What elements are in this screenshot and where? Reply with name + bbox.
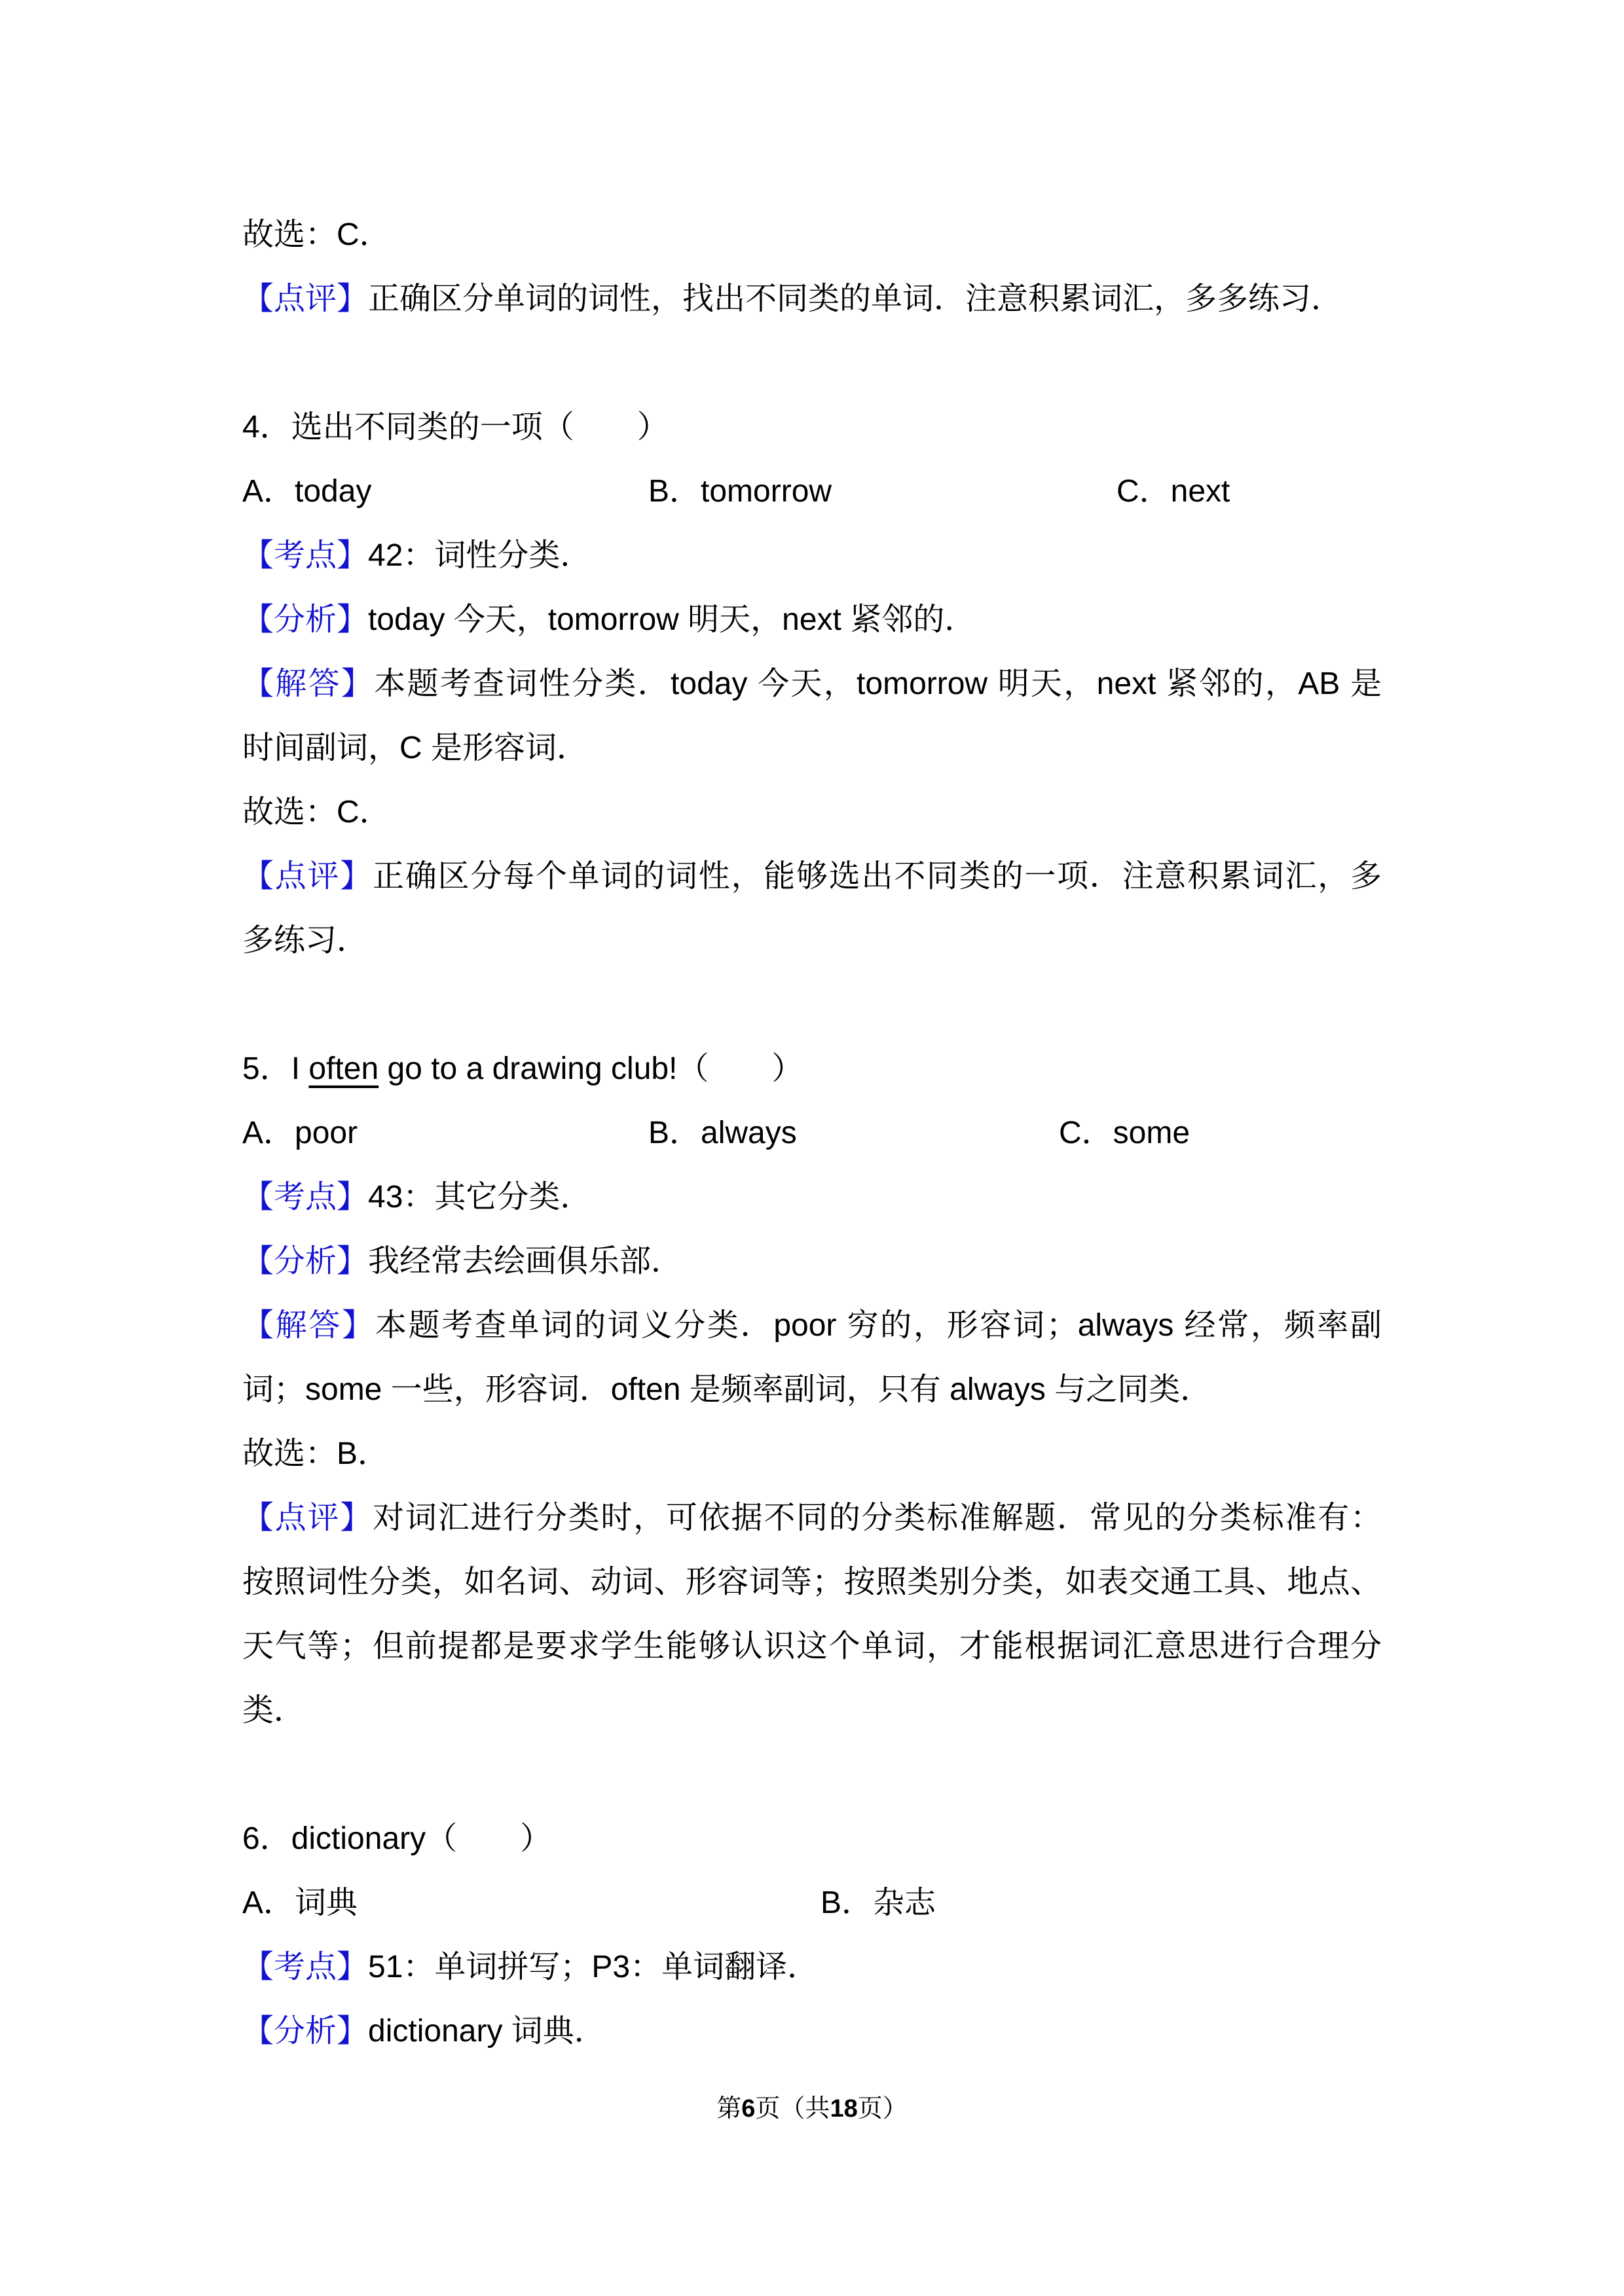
option-b: B．杂志 [821, 1886, 936, 1920]
question-4-kaodian-line [242, 524, 1382, 588]
underlined-word: often [308, 1051, 379, 1086]
dianping-label: 【点评】 [242, 859, 373, 894]
option-c: C．next [1116, 474, 1230, 509]
dianping-label: 【点评】 [242, 1501, 373, 1535]
kaodian-text: 42：词性分类． [368, 538, 592, 573]
question-5-dianping-line-1 [242, 1486, 1382, 1550]
dianping-text: 正确区分单词的词性，找出不同类的单词．注意积累词汇，多多练习． [368, 282, 1343, 316]
question-4-jieda-line-2: 时间副词，C 是形容词． [242, 731, 589, 765]
question-5-kaodian-line [242, 1165, 1382, 1230]
question-4-jieda-line-1 [242, 652, 1382, 716]
spacer [242, 331, 1382, 395]
jieda-text: 本题考查单词的词义分类．poor 穷的，形容词；always 经常，频率副 [375, 1308, 1382, 1343]
footer-suffix: 页） [857, 2095, 908, 2123]
fenxi-text: dictionary 词典． [368, 2014, 606, 2049]
fenxi-label: 【分析】 [242, 2014, 369, 2049]
question-5-options [242, 1101, 1382, 1165]
option-b: B．tomorrow [648, 474, 832, 509]
question-4-answer-line: 故选：C． [242, 795, 391, 829]
jieda-label: 【解答】 [242, 1308, 375, 1343]
question-5-answer-line: 故选：B． [242, 1436, 390, 1471]
document-body [242, 203, 1382, 2064]
question-6-options [242, 1871, 1382, 1935]
prev-answer-line: 故选：C． [242, 217, 391, 252]
question-6-kaodian-line [242, 1935, 1382, 1999]
kaodian-text: 51：单词拼写；P3：单词翻译． [368, 1950, 819, 1984]
dianping-text: 正确区分每个单词的词性，能够选出不同类的一项．注意积累词汇，多 [373, 859, 1382, 894]
fenxi-label: 【分析】 [242, 602, 369, 637]
dianping-label: 【点评】 [242, 282, 369, 316]
question-5-dianping-line-3: 天气等；但前提都是要求学生能够认识这个单词，才能根据词汇意思进行合理分 [242, 1629, 1382, 1664]
jieda-text: 本题考查词性分类．today 今天，tomorrow 明天，next 紧邻的，AB 是 [374, 666, 1382, 701]
question-4-title: 4．选出不同类的一项（ ） [242, 410, 669, 445]
question-6-fenxi-line [242, 1999, 1382, 2064]
kaodian-text: 43：其它分类． [368, 1180, 592, 1214]
question-4-dianping-line-1 [242, 845, 1382, 909]
question-4-fenxi-line [242, 588, 1382, 652]
question-5-title [242, 1037, 1382, 1101]
fenxi-text: today 今天，tomorrow 明天，next 紧邻的． [368, 602, 976, 637]
option-a: A．词典 [242, 1886, 358, 1920]
title-post: go to a drawing club!（ ） [378, 1051, 803, 1086]
page-footer [0, 2092, 1624, 2125]
spacer [242, 973, 1382, 1037]
prev-comment-line [242, 267, 1382, 331]
total-pages: 18 [830, 2095, 858, 2123]
option-a: A．today [242, 474, 372, 509]
kaodian-label: 【考点】 [242, 1950, 369, 1984]
fenxi-label: 【分析】 [242, 1244, 369, 1279]
fenxi-text: 我经常去绘画俱乐部． [368, 1244, 683, 1279]
question-6-title: 6．dictionary（ ） [242, 1821, 552, 1856]
dianping-text: 对词汇进行分类时，可依据不同的分类标准解题．常见的分类标准有： [373, 1501, 1382, 1535]
jieda-label: 【解答】 [242, 666, 375, 701]
question-5-dianping-line-4: 类． [242, 1693, 306, 1728]
question-4-dianping-line-2: 多练习． [242, 923, 369, 958]
page-number: 6 [741, 2095, 756, 2123]
option-a: A．poor [242, 1116, 358, 1150]
kaodian-label: 【考点】 [242, 1180, 369, 1214]
footer-mid: 页（共 [755, 2095, 830, 2123]
title-pre: 5．I [242, 1051, 309, 1086]
spacer [242, 1743, 1382, 1807]
footer-prefix: 第 [716, 2095, 742, 2123]
question-4-options [242, 460, 1382, 524]
option-c: C．some [1059, 1116, 1190, 1150]
question-5-dianping-line-2: 按照词性分类，如名词、动词、形容词等；按照类别分类，如表交通工具、地点、 [242, 1565, 1382, 1599]
question-5-jieda-line-1 [242, 1294, 1382, 1358]
question-5-jieda-line-2: 词；some 一些，形容词．often 是频率副词，只有 always 与之同类． [242, 1372, 1212, 1407]
option-b: B．always [648, 1116, 797, 1150]
kaodian-label: 【考点】 [242, 538, 369, 573]
question-5-fenxi-line [242, 1230, 1382, 1294]
